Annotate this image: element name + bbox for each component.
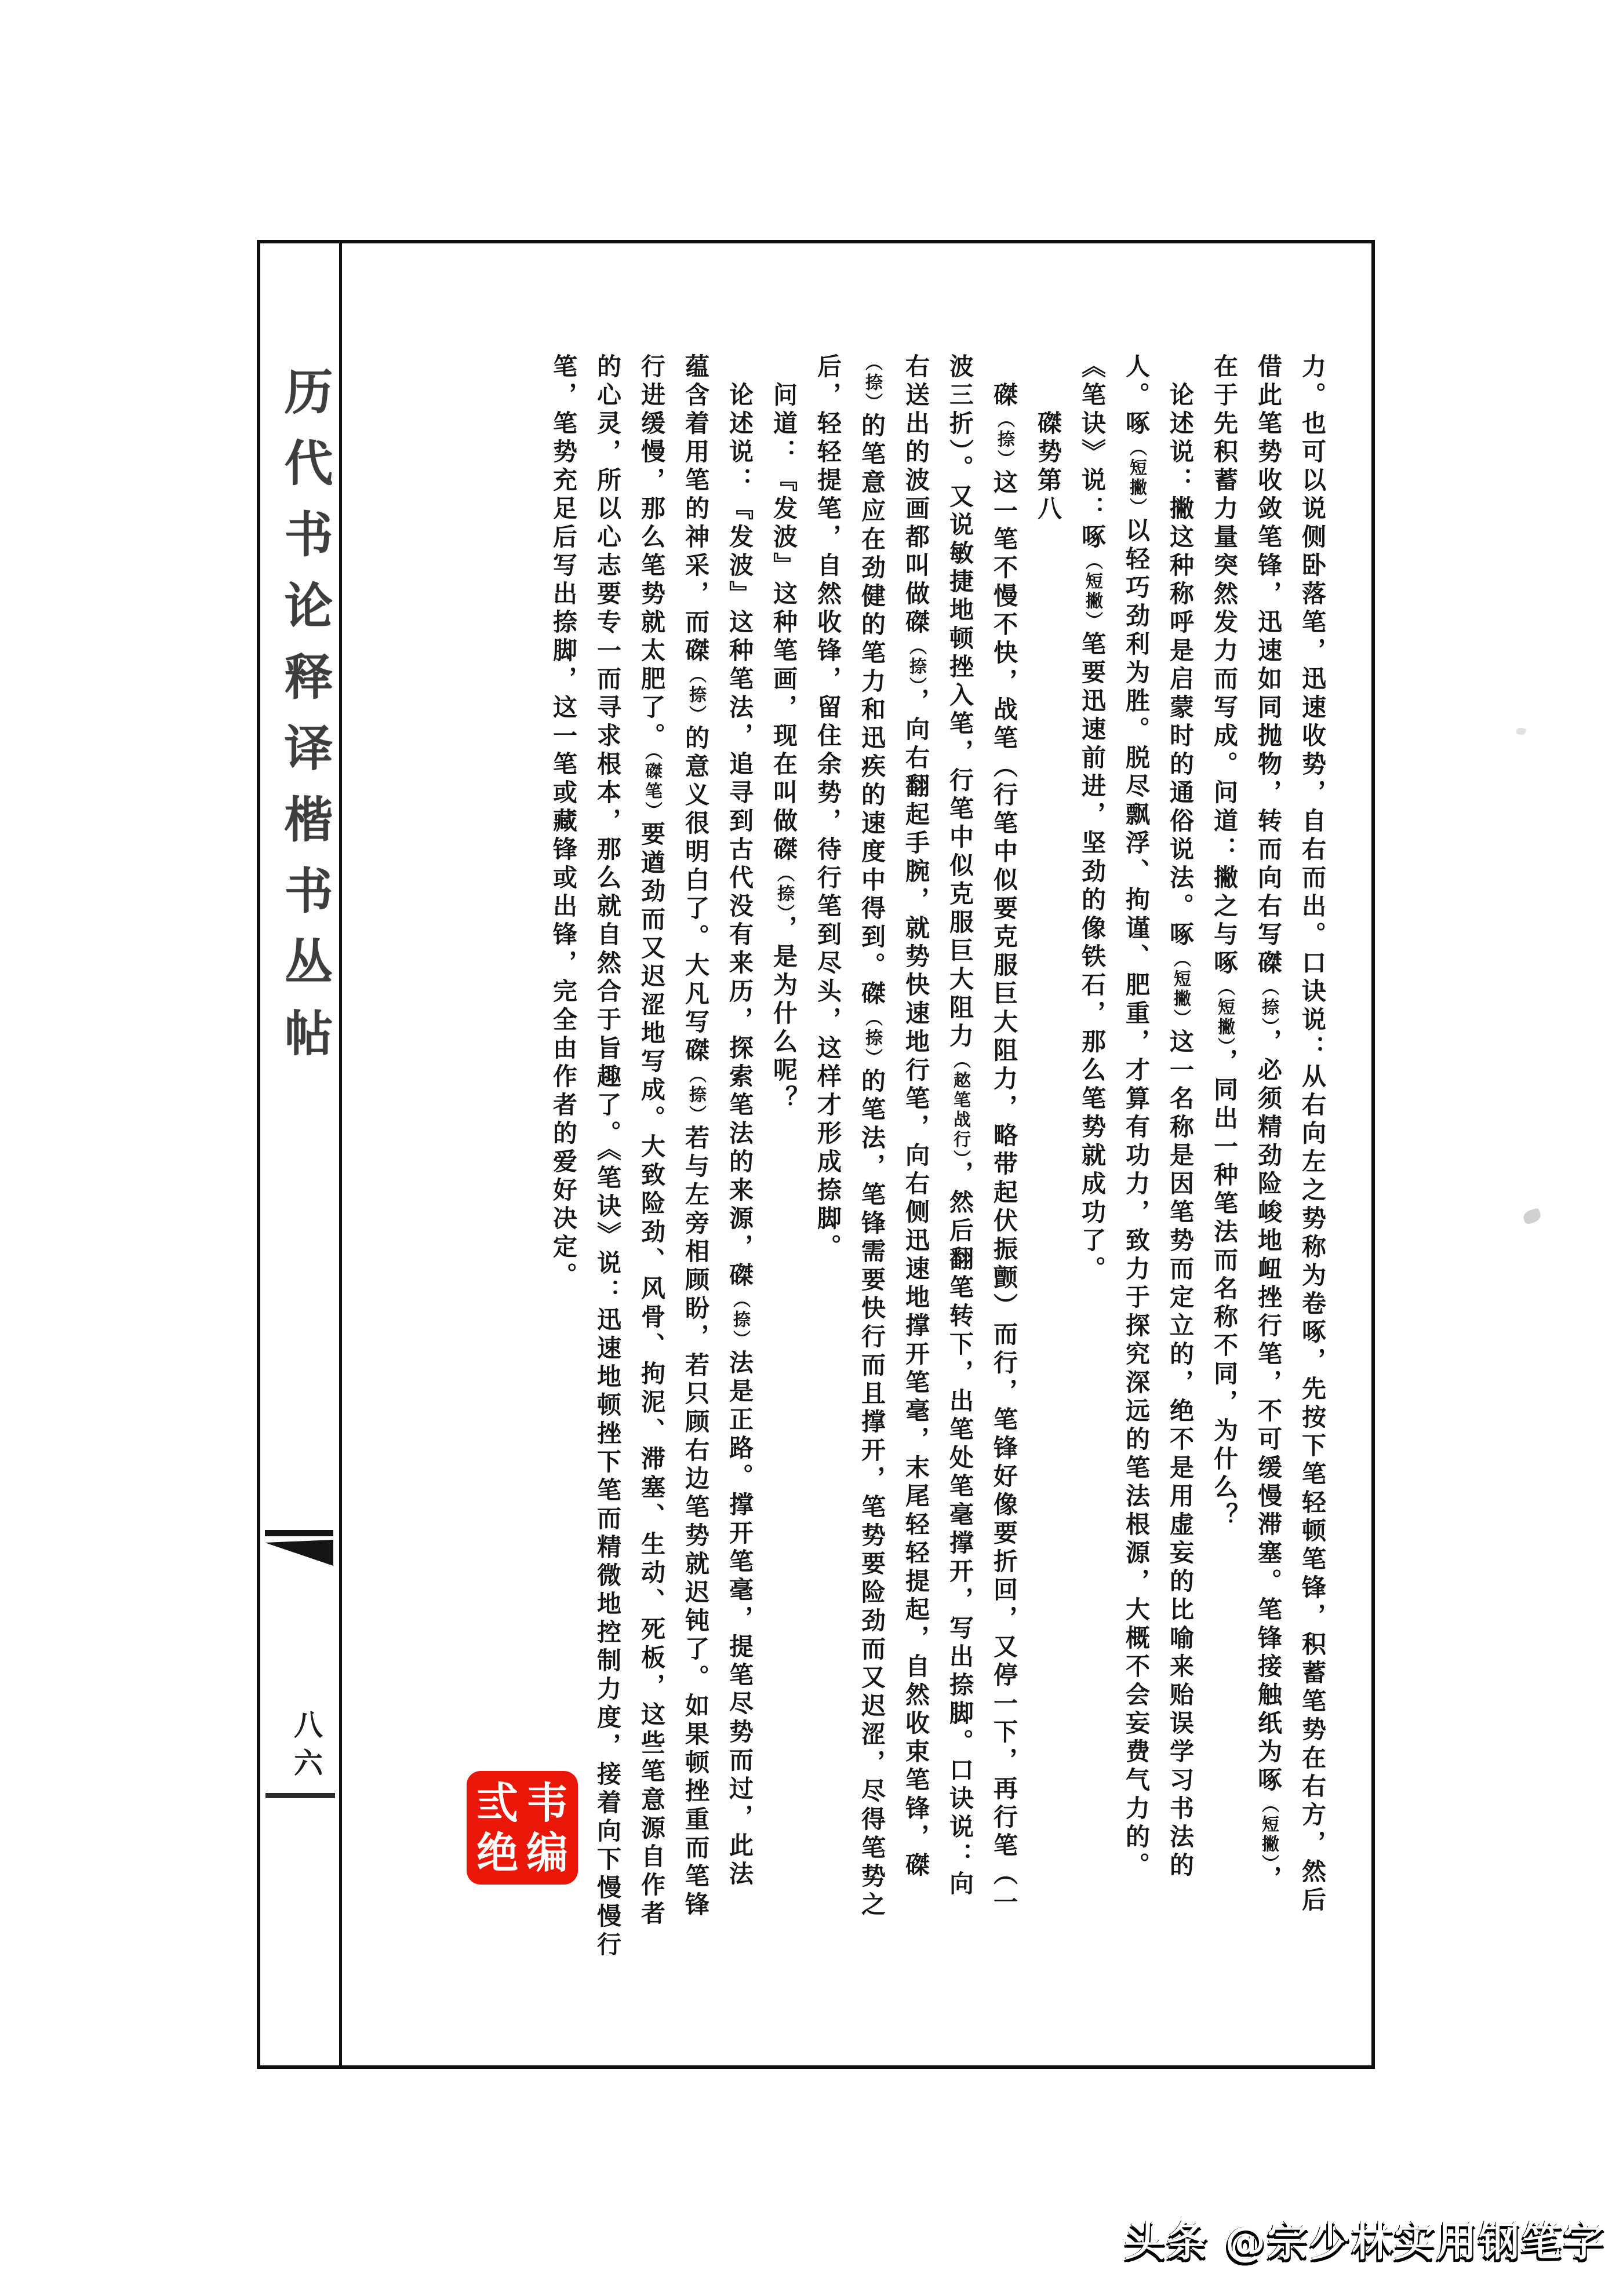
scan-smudge	[1516, 727, 1526, 735]
section-heading-column: 磔势第八	[1034, 410, 1062, 524]
seal-stamp	[467, 1771, 578, 1885]
triangle-tab-icon	[264, 1530, 334, 1567]
text-column: 在于先积蓄力量突然发力而写成。问道：撇之与啄（短撇），同出一种笔法而名称不同，为什么？	[1210, 353, 1239, 1531]
inline-annotation: （磔笔）	[642, 751, 662, 821]
text-column: 问道：『发波』这种笔画，现在叫做磔（捺），是为什么呢？	[770, 382, 798, 1114]
seal-character: 弎	[476, 1777, 519, 1828]
text-column: 笔，笔势充足后写出捺脚，这一笔或藏锋或出锋，完全由作者的爱好决定。	[550, 353, 578, 1291]
inline-annotation: （捺）	[906, 637, 926, 688]
inline-annotation: （捺）	[686, 1066, 706, 1125]
inline-annotation: （短撇）	[1258, 1795, 1279, 1865]
inline-annotation: （短撇）	[1082, 552, 1102, 631]
inline-annotation: （捺）	[774, 865, 794, 915]
text-column: 借此笔势收敛笔锋，迅速如同抛物，转而向右写磔（捺），必须精劲险峻地衄挫行笔，不可缓慢滞塞。笔锋接触纸为啄（短撇），	[1254, 353, 1283, 1894]
page-number: 八六	[289, 1710, 323, 1786]
seal-character: 绝	[476, 1827, 519, 1878]
text-column: 后，轻轻提笔，自然收锋，留住余势，待行笔到尽头，这样才形成捺脚。	[814, 353, 842, 1262]
inline-annotation: （捺）	[1258, 978, 1279, 1029]
inline-annotation: （趑笔战行）	[950, 1051, 970, 1161]
text-columns	[539, 353, 1334, 2022]
text-column: 论述说：『发波』这种笔法，追寻到古代没有来历，探索笔法的来源，磔（捺）法是正路。撑开笔毫，提笔尽势而过，此法	[726, 382, 754, 1889]
text-column: 人。啄（短撇）以轻巧劲利为胜。脱尽飘浮、拘谨、肥重，才算有功力，致力于探究深远的笔法根源，大概不会妄费气力的。	[1122, 353, 1151, 1880]
inline-annotation: （捺）	[730, 1291, 750, 1350]
inline-annotation: （捺）	[686, 666, 706, 725]
inline-annotation: （捺）	[862, 353, 882, 413]
inline-annotation: （短撇）	[1214, 978, 1235, 1048]
book-series-title: 历代书论释译楷书丛帖	[276, 366, 334, 1079]
text-column: 波三折）。又说敏捷地顿挫入笔，行笔中似克服巨大阻力（趑笔战行），然后翻笔转下，出笔处笔毫撑开，写出捺脚。口诀说：向	[946, 353, 974, 1899]
inline-annotation: （短撇）	[1126, 439, 1147, 517]
text-column: 蕴含着用笔的神采，而磔（捺）的意义很明白了。大凡写磔（捺）若与左旁相顾盼，若只顾右边笔势就迟钝了。如果顿挫重而笔锋	[682, 353, 710, 1920]
text-column: （捺）的笔意应在劲健的笔力和迅疾的速度中得到。磔（捺）的笔法，笔锋需要快行而且撑开，笔势要险劲而又迟涩，尽得笔势之	[858, 353, 886, 1920]
seal-character: 韦	[526, 1777, 569, 1828]
text-column: 论述说：撇这种称呼是启蒙时的通俗说法。啄（短撇）这一名称是因笔势而定立的，绝不是用虚妄的比喻来贻误学习书法的	[1166, 382, 1195, 1880]
text-column: 力。也可以说侧卧落笔，迅速收势，自右而出。口诀说：从右向左之势称为卷啄，先按下笔轻顿笔锋，积蓄笔势在右方，然后	[1298, 353, 1327, 1915]
index-tab-mark	[264, 1530, 334, 1569]
inline-annotation: （捺）	[994, 410, 1014, 469]
scan-smudge	[1522, 1208, 1542, 1225]
text-column: 行进缓慢，那么笔势就太肥了。（磔笔）要遒劲而又迟涩地写成。大致险劲、风骨、拘泥、滞塞、生动、死板，这些笔意源自作者	[638, 353, 666, 1929]
inline-annotation: （捺）	[862, 1009, 882, 1068]
watermark-text: 头条 @宗少林实用钢笔字	[1125, 2218, 1606, 2265]
page-number-underline	[265, 1793, 335, 1798]
text-column: 右送出的波画都叫做磔（捺），向右翻起手腕，就势快速地行笔，向右侧迅速地撑开笔毫，末尾轻轻提起，自然收束笔锋，磔	[902, 353, 930, 1880]
text-column: 磔（捺）这一笔不慢不快，战笔（行笔中似要克服巨大阻力，略带起伏振颤）而行，笔锋好像要折回，又停一下，再行笔（一	[990, 382, 1018, 1918]
text-column: 《笔诀》说：啄（短撇）笔要迅速前进，坚劲的像铁石，那么笔势就成功了。	[1078, 353, 1107, 1284]
inline-annotation: （短撇）	[1170, 950, 1191, 1029]
seal-character: 编	[526, 1827, 569, 1878]
text-column: 的心灵，所以心志要专一而寻求根本，那么就自然合于旨趣了。《笔诀》说：迅速地顿挫下笔而精微地控制力度，接着向下慢慢行	[594, 353, 622, 1960]
